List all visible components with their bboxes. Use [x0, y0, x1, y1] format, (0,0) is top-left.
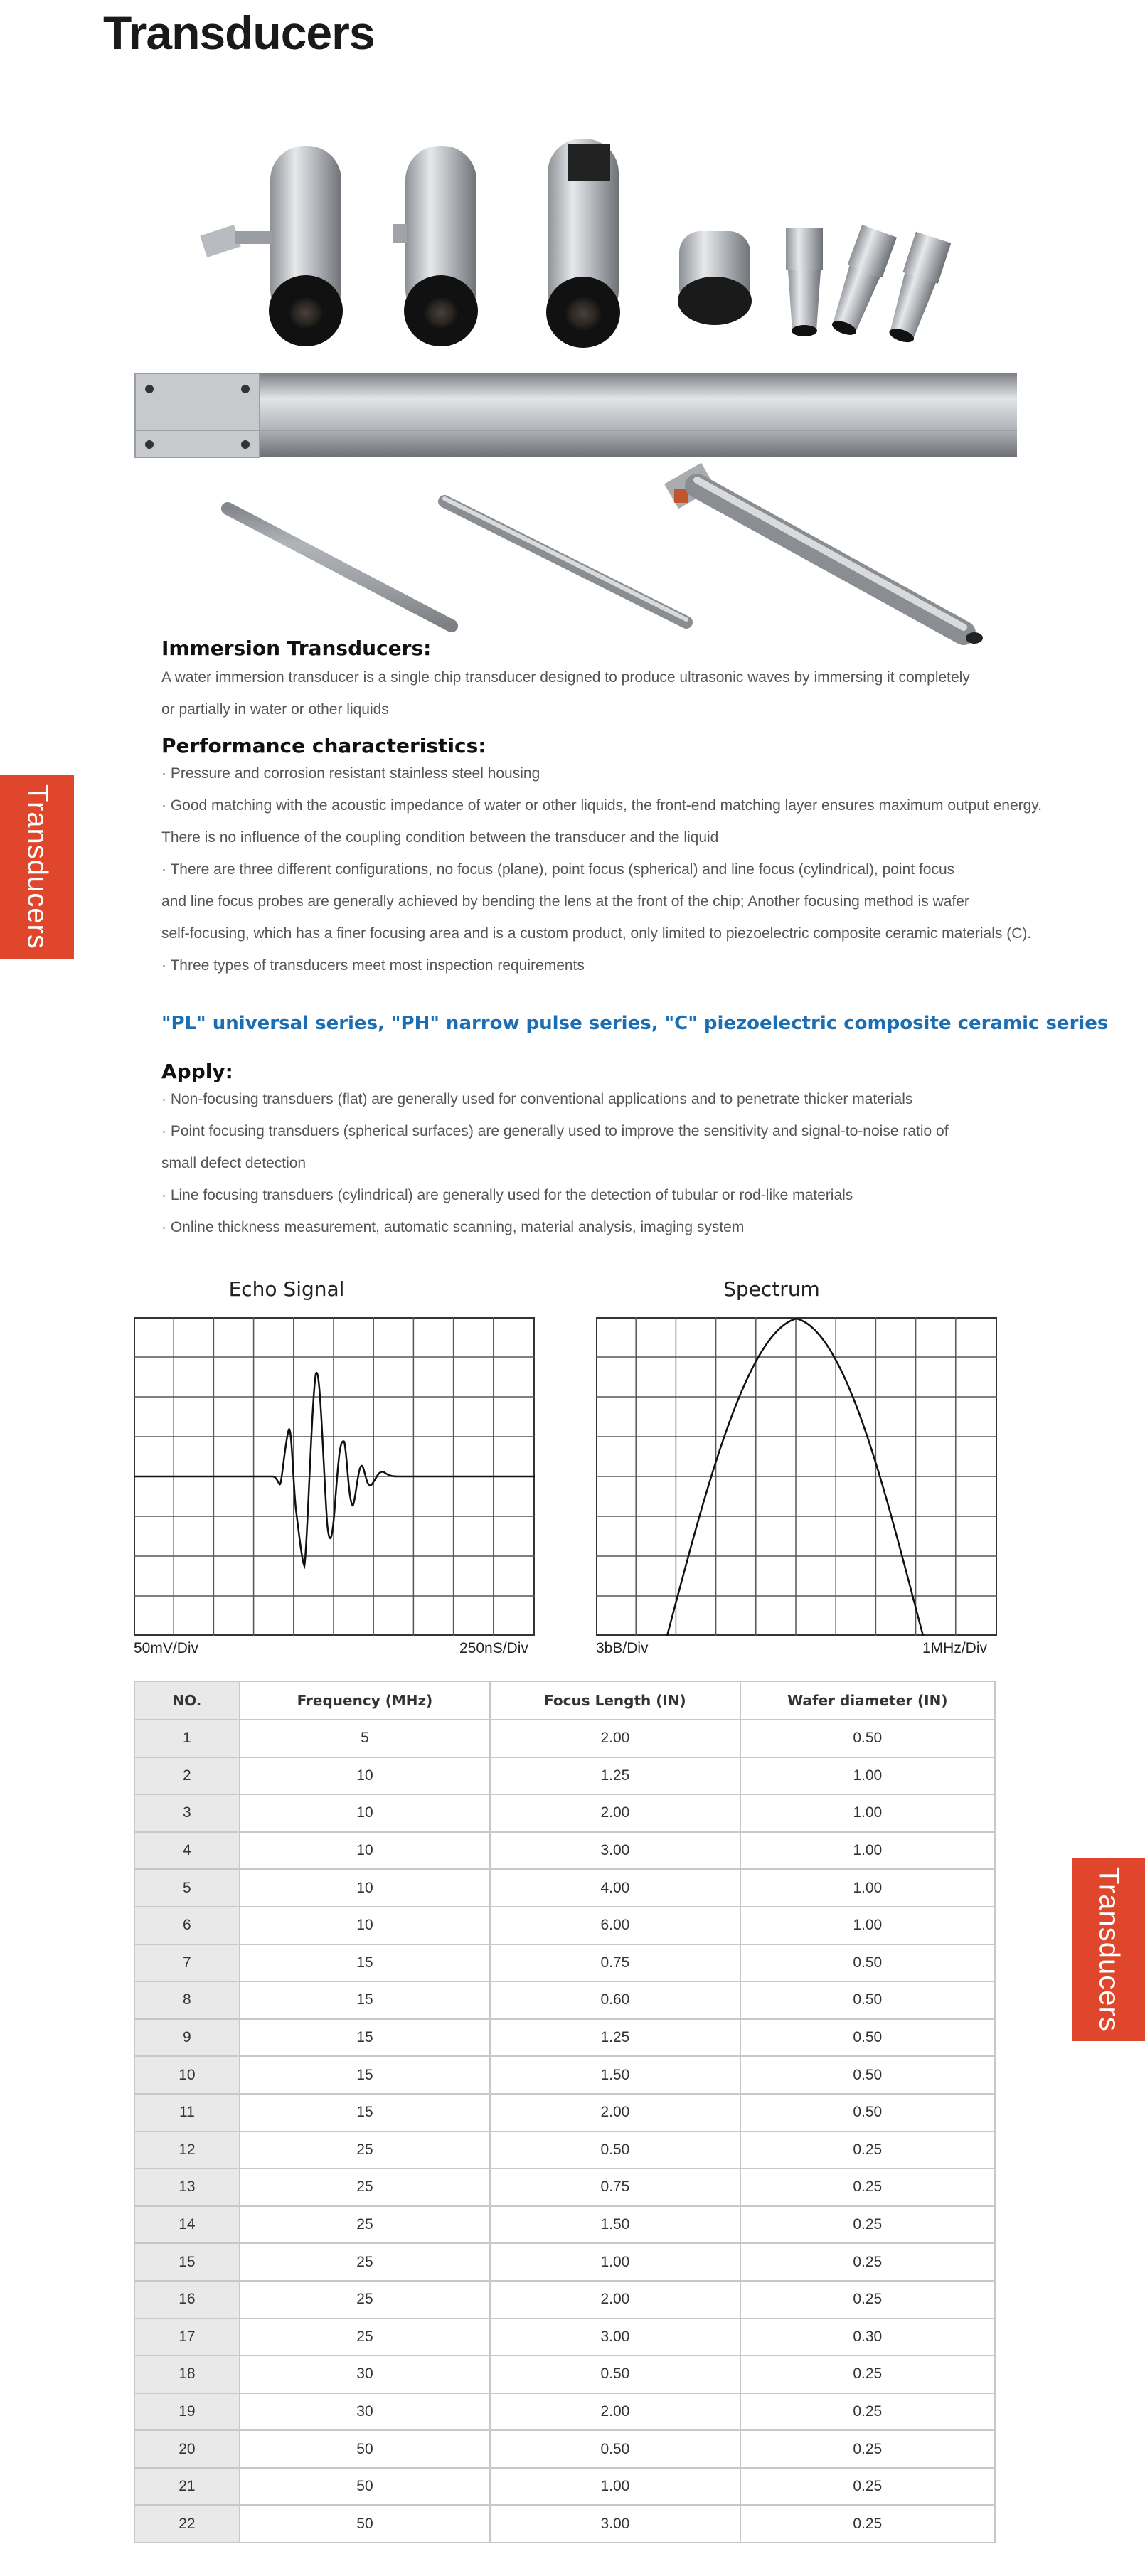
side-tab-label: Transducers — [21, 784, 53, 949]
table-row — [134, 2281, 995, 2319]
cell-frequency: 25 — [240, 2168, 490, 2206]
cell-no: 5 — [134, 1869, 240, 1907]
cell-focus-length: 2.00 — [490, 2281, 740, 2319]
table-row — [134, 2131, 995, 2169]
cell-wafer-diameter: 0.25 — [740, 2505, 995, 2543]
cell-frequency: 10 — [240, 1757, 490, 1795]
angled-rod-probe — [664, 463, 983, 644]
cell-wafer-diameter: 0.25 — [740, 2281, 995, 2319]
short-transducer — [678, 231, 752, 325]
cell-frequency: 5 — [240, 1720, 490, 1757]
cell-no: 18 — [134, 2356, 240, 2393]
cell-no: 22 — [134, 2505, 240, 2543]
side-tab-label: Transducers — [1093, 1867, 1125, 2032]
cell-no: 11 — [134, 2094, 240, 2131]
cell-frequency: 15 — [240, 2019, 490, 2057]
cell-wafer-diameter: 1.00 — [740, 1832, 995, 1870]
cell-focus-length: 1.50 — [490, 2056, 740, 2094]
cell-focus-length: 2.00 — [490, 1794, 740, 1832]
cell-wafer-diameter: 1.00 — [740, 1869, 995, 1907]
cell-wafer-diameter: 0.25 — [740, 2356, 995, 2393]
header-wafer-diameter: Wafer diameter (IN) — [740, 1681, 995, 1720]
immersion-heading: Immersion Transducers: — [161, 637, 432, 660]
cell-no: 13 — [134, 2168, 240, 2206]
spectrum-curve — [667, 1319, 923, 1636]
cell-focus-length: 0.50 — [490, 2356, 740, 2393]
cell-frequency: 50 — [240, 2430, 490, 2468]
table-body — [134, 1720, 995, 2543]
performance-line: · Three types of transducers meet most inspection requirements — [161, 957, 585, 974]
cell-focus-length: 0.50 — [490, 2430, 740, 2468]
performance-line: · Good matching with the acoustic impedance of water or other liquids, the front-end matching layer ensures maximum output energy. — [161, 797, 1043, 814]
apply-heading: Apply: — [161, 1060, 233, 1083]
table-header-row — [134, 1681, 995, 1720]
cell-focus-length: 1.00 — [490, 2243, 740, 2281]
cell-no: 12 — [134, 2131, 240, 2169]
cell-no: 20 — [134, 2430, 240, 2468]
cell-frequency: 50 — [240, 2468, 490, 2506]
cell-focus-length: 3.00 — [490, 1832, 740, 1870]
cell-wafer-diameter: 0.25 — [740, 2131, 995, 2169]
table-row — [134, 1944, 995, 1982]
apply-line: small defect detection — [161, 1155, 307, 1171]
echo-y-scale: 50mV/Div — [134, 1640, 199, 1656]
table-row — [134, 2056, 995, 2094]
echo-signal-chart — [134, 1317, 535, 1636]
cell-wafer-diameter: 0.50 — [740, 1720, 995, 1757]
cell-wafer-diameter: 0.50 — [740, 1944, 995, 1982]
cell-no: 4 — [134, 1832, 240, 1870]
page-title: Transducers — [103, 6, 375, 59]
cell-wafer-diameter: 0.25 — [740, 2243, 995, 2281]
cylinder-transducer-1 — [200, 146, 343, 346]
cell-wafer-diameter: 1.00 — [740, 1907, 995, 1944]
cell-frequency: 15 — [240, 1981, 490, 2019]
rod-probe-2 — [444, 499, 686, 622]
spectrum-y-scale: 3bB/Div — [596, 1640, 649, 1656]
table-row — [134, 2243, 995, 2281]
side-tab-right — [1072, 1858, 1145, 2041]
table-row — [134, 2393, 995, 2431]
cell-focus-length: 0.60 — [490, 1981, 740, 2019]
header-frequency: Frequency (MHz) — [240, 1681, 490, 1720]
series-text: "PL" universal series, "PH" narrow pulse series, "C" piezoelectric composite ceramic series — [161, 1013, 1109, 1034]
cell-wafer-diameter: 0.50 — [740, 2056, 995, 2094]
cell-no: 17 — [134, 2319, 240, 2356]
apply-line: · Line focusing transduers (cylindrical) are generally used for the detection of tubular or rod-like materials — [161, 1187, 853, 1203]
cell-frequency: 15 — [240, 2094, 490, 2131]
table-row — [134, 1720, 995, 1757]
cell-focus-length: 1.25 — [490, 1757, 740, 1795]
cell-no: 3 — [134, 1794, 240, 1832]
cell-wafer-diameter: 0.30 — [740, 2319, 995, 2356]
cell-wafer-diameter: 1.00 — [740, 1757, 995, 1795]
apply-line: · Non-focusing transduers (flat) are generally used for conventional applications and to penetrate thicker materials — [161, 1091, 913, 1107]
table-row — [134, 2505, 995, 2543]
small-probe-1 — [786, 228, 823, 336]
performance-line: There is no influence of the coupling condition between the transducer and the liquid — [161, 829, 719, 846]
cell-focus-length: 3.00 — [490, 2319, 740, 2356]
cell-focus-length: 2.00 — [490, 2393, 740, 2431]
performance-line: and line focus probes are generally achieved by bending the lens at the front of the chip; Another focusing method is wafer — [161, 893, 969, 910]
cell-wafer-diameter: 0.25 — [740, 2206, 995, 2244]
rod-probe-1 — [228, 509, 452, 626]
cell-wafer-diameter: 0.50 — [740, 2019, 995, 2057]
cell-focus-length: 0.75 — [490, 1944, 740, 1982]
cell-frequency: 25 — [240, 2319, 490, 2356]
performance-line: · There are three different configurations, no focus (plane), point focus (spherical) and line focus (cylindrical), point focus — [161, 861, 955, 878]
immersion-line: or partially in water or other liquids — [161, 701, 389, 718]
echo-chart-title: Echo Signal — [228, 1277, 345, 1301]
cell-no: 14 — [134, 2206, 240, 2244]
cell-focus-length: 4.00 — [490, 1869, 740, 1907]
cell-frequency: 10 — [240, 1832, 490, 1870]
cell-frequency: 25 — [240, 2206, 490, 2244]
cell-focus-length: 1.25 — [490, 2019, 740, 2057]
echo-waveform — [134, 1373, 535, 1566]
series-line — [161, 1013, 1136, 1034]
performance-line: · Pressure and corrosion resistant stainless steel housing — [161, 765, 540, 782]
apply-line: · Point focusing transduers (spherical surfaces) are generally used to improve the sensitivity and signal-to-noise ratio of — [161, 1123, 949, 1139]
cell-frequency: 10 — [240, 1907, 490, 1944]
table-row — [134, 1981, 995, 2019]
cell-focus-length: 1.50 — [490, 2206, 740, 2244]
cell-focus-length: 0.75 — [490, 2168, 740, 2206]
cell-no: 9 — [134, 2019, 240, 2057]
cell-no: 21 — [134, 2468, 240, 2506]
cell-no: 6 — [134, 1907, 240, 1944]
cell-no: 7 — [134, 1944, 240, 1982]
table-row — [134, 1869, 995, 1907]
cell-focus-length: 2.00 — [490, 2094, 740, 2131]
cell-wafer-diameter: 0.25 — [740, 2468, 995, 2506]
cell-focus-length: 0.50 — [490, 2131, 740, 2169]
apply-line: · Online thickness measurement, automatic scanning, material analysis, imaging system — [161, 1219, 745, 1235]
cell-no: 19 — [134, 2393, 240, 2431]
cell-frequency: 10 — [240, 1869, 490, 1907]
cell-frequency: 50 — [240, 2505, 490, 2543]
apply-section — [161, 1060, 1136, 1243]
spectrum-chart-title: Spectrum — [723, 1277, 820, 1301]
table-row — [134, 2319, 995, 2356]
cell-wafer-diameter: 0.50 — [740, 2094, 995, 2131]
cell-frequency: 25 — [240, 2281, 490, 2319]
product-photo — [128, 124, 1045, 651]
spectrum-chart — [596, 1317, 997, 1636]
table-row — [134, 2019, 995, 2057]
immersion-line: A water immersion transducer is a single chip transducer designed to produce ultrasonic waves by immersing it completely — [161, 669, 970, 686]
performance-line: self-focusing, which has a finer focusing area and is a custom product, only limited to piezoelectric composite ceramic materials (C). — [161, 925, 1032, 942]
cell-focus-length: 2.00 — [490, 1720, 740, 1757]
echo-x-scale: 250nS/Div — [459, 1640, 528, 1656]
small-probe-2 — [825, 225, 897, 340]
cell-no: 1 — [134, 1720, 240, 1757]
bar-transducer — [135, 373, 1017, 457]
table-row — [134, 1907, 995, 1944]
table-row — [134, 2430, 995, 2468]
table-row — [134, 1757, 995, 1795]
cell-no: 8 — [134, 1981, 240, 2019]
table-row — [134, 2168, 995, 2206]
cell-frequency: 25 — [240, 2243, 490, 2281]
cell-wafer-diameter: 0.25 — [740, 2430, 995, 2468]
header-no: NO. — [134, 1681, 240, 1720]
spec-table — [134, 1681, 996, 2543]
cell-frequency: 10 — [240, 1794, 490, 1832]
cell-frequency: 15 — [240, 1944, 490, 1982]
cylinder-transducer-3 — [546, 139, 620, 348]
table-row — [134, 2206, 995, 2244]
side-tab-left — [0, 775, 74, 959]
table-row — [134, 1832, 995, 1870]
cell-wafer-diameter: 0.25 — [740, 2168, 995, 2206]
cell-frequency: 30 — [240, 2393, 490, 2431]
table-row — [134, 2468, 995, 2506]
header-focus-length: Focus Length (IN) — [490, 1681, 740, 1720]
cell-no: 2 — [134, 1757, 240, 1795]
table-row — [134, 2094, 995, 2131]
cell-no: 15 — [134, 2243, 240, 2281]
cell-frequency: 15 — [240, 2056, 490, 2094]
cell-focus-length: 6.00 — [490, 1907, 740, 1944]
cell-no: 16 — [134, 2281, 240, 2319]
cell-wafer-diameter: 1.00 — [740, 1794, 995, 1832]
cell-wafer-diameter: 0.50 — [740, 1981, 995, 2019]
cell-focus-length: 3.00 — [490, 2505, 740, 2543]
performance-heading: Performance characteristics: — [161, 734, 486, 757]
cell-focus-length: 1.00 — [490, 2468, 740, 2506]
cell-wafer-diameter: 0.25 — [740, 2393, 995, 2431]
cylinder-transducer-2 — [393, 146, 478, 346]
performance-section — [161, 734, 1136, 981]
cell-frequency: 25 — [240, 2131, 490, 2169]
cell-frequency: 30 — [240, 2356, 490, 2393]
spectrum-x-scale: 1MHz/Div — [922, 1640, 988, 1656]
immersion-section — [161, 637, 1136, 725]
table-row — [134, 1794, 995, 1832]
cell-no: 10 — [134, 2056, 240, 2094]
table-row — [134, 2356, 995, 2393]
